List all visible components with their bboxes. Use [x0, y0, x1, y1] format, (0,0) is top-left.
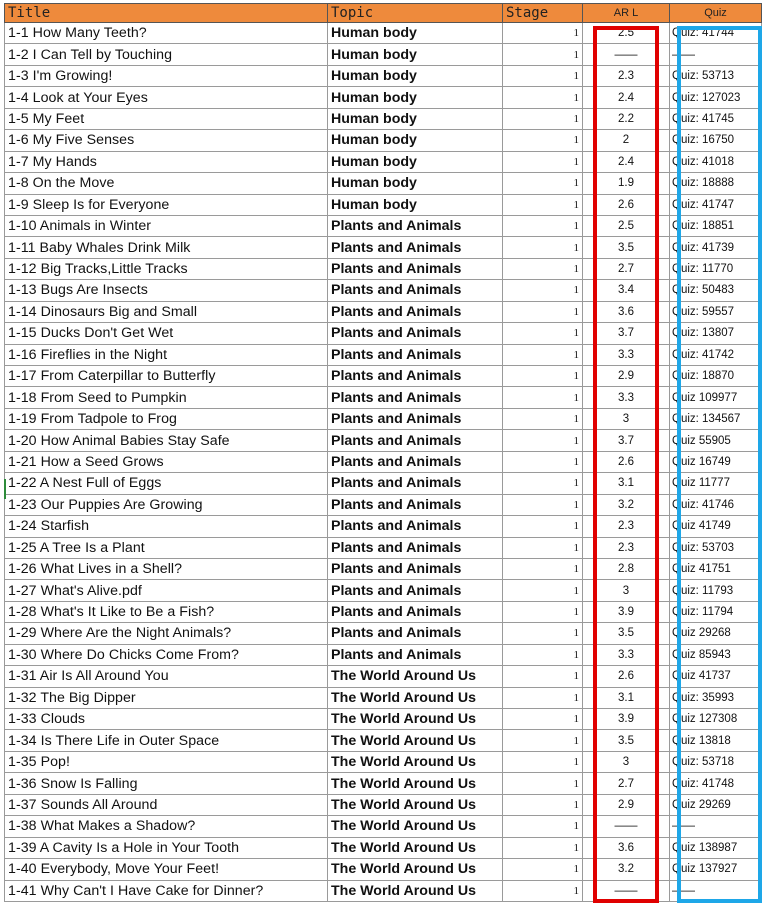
- cell-stage[interactable]: 1: [503, 580, 583, 601]
- cell-topic[interactable]: Human body: [328, 194, 503, 215]
- row-marker: [4, 479, 6, 499]
- cell-title[interactable]: 1-34 Is There Life in Outer Space: [5, 730, 328, 751]
- table-row: [5, 430, 762, 451]
- cell-ar-level[interactable]: 2.4: [583, 151, 670, 172]
- cell-stage[interactable]: 1: [503, 794, 583, 815]
- table-row: [5, 387, 762, 408]
- cell-topic[interactable]: Plants and Animals: [328, 558, 503, 579]
- cell-title[interactable]: 1-38 What Makes a Shadow?: [5, 816, 328, 837]
- cell-quiz[interactable]: Quiz: 53718: [670, 751, 762, 772]
- cell-topic[interactable]: The World Around Us: [328, 773, 503, 794]
- cell-topic[interactable]: The World Around Us: [328, 794, 503, 815]
- cell-quiz[interactable]: Quiz: 53703: [670, 537, 762, 558]
- cell-stage[interactable]: 1: [503, 494, 583, 515]
- table-row: [5, 666, 762, 687]
- cell-stage[interactable]: 1: [503, 473, 583, 494]
- cell-stage[interactable]: 1: [503, 23, 583, 44]
- cell-topic[interactable]: Human body: [328, 65, 503, 86]
- cell-topic[interactable]: Plants and Animals: [328, 344, 503, 365]
- cell-stage[interactable]: 1: [503, 451, 583, 472]
- cell-topic[interactable]: Plants and Animals: [328, 323, 503, 344]
- table-row: [5, 730, 762, 751]
- table-row: [5, 859, 762, 880]
- cell-ar-level[interactable]: 2.5: [583, 23, 670, 44]
- cell-quiz[interactable]: Quiz 11777: [670, 473, 762, 494]
- cell-quiz[interactable]: Quiz: 41747: [670, 194, 762, 215]
- cell-topic[interactable]: Plants and Animals: [328, 280, 503, 301]
- cell-ar-level[interactable]: 2.9: [583, 366, 670, 387]
- cell-ar-level[interactable]: 3.3: [583, 387, 670, 408]
- header-ar-level[interactable]: AR L: [583, 4, 670, 23]
- cell-ar-level[interactable]: 3.3: [583, 644, 670, 665]
- cell-ar-level[interactable]: 3.6: [583, 837, 670, 858]
- cell-ar-level[interactable]: 2.7: [583, 258, 670, 279]
- cell-quiz[interactable]: Quiz: 59557: [670, 301, 762, 322]
- cell-quiz[interactable]: Quiz: 41748: [670, 773, 762, 794]
- cell-quiz[interactable]: Quiz: 18888: [670, 173, 762, 194]
- table-row: [5, 601, 762, 622]
- cell-quiz[interactable]: Quiz: 41744: [670, 23, 762, 44]
- header-quiz[interactable]: Quiz: [670, 4, 762, 23]
- cell-title[interactable]: 1-33 Clouds: [5, 709, 328, 730]
- cell-ar-level[interactable]: 2.3: [583, 516, 670, 537]
- cell-topic[interactable]: Plants and Animals: [328, 537, 503, 558]
- table-row: [5, 130, 762, 151]
- cell-title[interactable]: 1-4 Look at Your Eyes: [5, 87, 328, 108]
- cell-ar-level[interactable]: 2.6: [583, 451, 670, 472]
- cell-ar-level[interactable]: 3.7: [583, 323, 670, 344]
- cell-ar-level[interactable]: 3.3: [583, 344, 670, 365]
- cell-ar-level[interactable]: 3.4: [583, 280, 670, 301]
- cell-topic[interactable]: Human body: [328, 87, 503, 108]
- cell-stage[interactable]: 1: [503, 301, 583, 322]
- table-row: [5, 23, 762, 44]
- cell-stage[interactable]: 1: [503, 280, 583, 301]
- cell-ar-level[interactable]: ——: [583, 816, 670, 837]
- cell-quiz[interactable]: Quiz 13818: [670, 730, 762, 751]
- cell-topic[interactable]: Plants and Animals: [328, 301, 503, 322]
- cell-stage[interactable]: 1: [503, 773, 583, 794]
- cell-ar-level[interactable]: ——: [583, 880, 670, 901]
- cell-quiz[interactable]: Quiz: 11770: [670, 258, 762, 279]
- cell-quiz[interactable]: Quiz: 41746: [670, 494, 762, 515]
- table-row: [5, 237, 762, 258]
- cell-stage[interactable]: 1: [503, 687, 583, 708]
- table-row: [5, 580, 762, 601]
- header-stage[interactable]: Stage: [503, 4, 583, 23]
- cell-stage[interactable]: 1: [503, 709, 583, 730]
- cell-ar-level[interactable]: 2.5: [583, 215, 670, 236]
- cell-stage[interactable]: 1: [503, 215, 583, 236]
- cell-topic[interactable]: Plants and Animals: [328, 215, 503, 236]
- cell-topic[interactable]: Plants and Animals: [328, 237, 503, 258]
- cell-stage[interactable]: 1: [503, 173, 583, 194]
- cell-quiz[interactable]: Quiz: 16750: [670, 130, 762, 151]
- cell-stage[interactable]: 1: [503, 816, 583, 837]
- cell-quiz[interactable]: ——: [670, 816, 762, 837]
- table-row: [5, 516, 762, 537]
- cell-quiz[interactable]: Quiz 137927: [670, 859, 762, 880]
- cell-topic[interactable]: The World Around Us: [328, 666, 503, 687]
- cell-ar-level[interactable]: 3.7: [583, 430, 670, 451]
- cell-quiz[interactable]: ——: [670, 44, 762, 65]
- table-row: [5, 44, 762, 65]
- book-list-table: [4, 3, 762, 902]
- table-row: [5, 773, 762, 794]
- cell-ar-level[interactable]: 3.6: [583, 301, 670, 322]
- cell-title[interactable]: 1-36 Snow Is Falling: [5, 773, 328, 794]
- cell-title[interactable]: 1-22 A Nest Full of Eggs: [5, 473, 328, 494]
- cell-ar-level[interactable]: 3: [583, 751, 670, 772]
- table-row: [5, 408, 762, 429]
- cell-ar-level[interactable]: 2.3: [583, 537, 670, 558]
- cell-title[interactable]: 1-20 How Animal Babies Stay Safe: [5, 430, 328, 451]
- cell-ar-level[interactable]: 2.4: [583, 87, 670, 108]
- cell-title[interactable]: 1-8 On the Move: [5, 173, 328, 194]
- cell-stage[interactable]: 1: [503, 44, 583, 65]
- cell-ar-level[interactable]: 3.5: [583, 623, 670, 644]
- cell-ar-level[interactable]: 3.1: [583, 473, 670, 494]
- cell-title[interactable]: 1-6 My Five Senses: [5, 130, 328, 151]
- cell-title[interactable]: 1-3 I'm Growing!: [5, 65, 328, 86]
- cell-ar-level[interactable]: 3.9: [583, 601, 670, 622]
- cell-stage[interactable]: 1: [503, 623, 583, 644]
- table-row: [5, 344, 762, 365]
- cell-stage[interactable]: 1: [503, 859, 583, 880]
- table-body: [5, 23, 762, 902]
- cell-title[interactable]: 1-24 Starfish: [5, 516, 328, 537]
- cell-quiz[interactable]: Quiz 29268: [670, 623, 762, 644]
- cell-topic[interactable]: The World Around Us: [328, 730, 503, 751]
- cell-stage[interactable]: 1: [503, 408, 583, 429]
- cell-title[interactable]: 1-28 What's It Like to Be a Fish?: [5, 601, 328, 622]
- cell-title[interactable]: 1-29 Where Are the Night Animals?: [5, 623, 328, 644]
- cell-ar-level[interactable]: 2.9: [583, 794, 670, 815]
- cell-title[interactable]: 1-27 What's Alive.pdf: [5, 580, 328, 601]
- cell-title[interactable]: 1-1 How Many Teeth?: [5, 23, 328, 44]
- cell-quiz[interactable]: Quiz 16749: [670, 451, 762, 472]
- cell-topic[interactable]: Plants and Animals: [328, 408, 503, 429]
- table-row: [5, 108, 762, 129]
- cell-stage[interactable]: 1: [503, 194, 583, 215]
- cell-quiz[interactable]: Quiz 41751: [670, 558, 762, 579]
- cell-title[interactable]: 1-40 Everybody, Move Your Feet!: [5, 859, 328, 880]
- cell-topic[interactable]: The World Around Us: [328, 751, 503, 772]
- cell-topic[interactable]: Human body: [328, 130, 503, 151]
- table-row: [5, 837, 762, 858]
- cell-topic[interactable]: The World Around Us: [328, 880, 503, 901]
- cell-quiz[interactable]: Quiz 109977: [670, 387, 762, 408]
- cell-topic[interactable]: The World Around Us: [328, 859, 503, 880]
- cell-stage[interactable]: 1: [503, 387, 583, 408]
- cell-ar-level[interactable]: 3.1: [583, 687, 670, 708]
- table-row: [5, 709, 762, 730]
- cell-stage[interactable]: 1: [503, 87, 583, 108]
- cell-quiz[interactable]: Quiz 127308: [670, 709, 762, 730]
- cell-stage[interactable]: 1: [503, 730, 583, 751]
- cell-topic[interactable]: Plants and Animals: [328, 473, 503, 494]
- cell-title[interactable]: 1-41 Why Can't I Have Cake for Dinner?: [5, 880, 328, 901]
- table-row: [5, 751, 762, 772]
- table-row: [5, 623, 762, 644]
- cell-stage[interactable]: 1: [503, 130, 583, 151]
- cell-quiz[interactable]: Quiz 55905: [670, 430, 762, 451]
- cell-quiz[interactable]: Quiz: 11794: [670, 601, 762, 622]
- cell-topic[interactable]: The World Around Us: [328, 816, 503, 837]
- cell-topic[interactable]: Plants and Animals: [328, 580, 503, 601]
- header-topic[interactable]: Topic: [328, 4, 503, 23]
- table-row: [5, 194, 762, 215]
- cell-quiz[interactable]: ——: [670, 880, 762, 901]
- table-row: [5, 173, 762, 194]
- cell-topic[interactable]: Plants and Animals: [328, 258, 503, 279]
- cell-title[interactable]: 1-32 The Big Dipper: [5, 687, 328, 708]
- cell-quiz[interactable]: Quiz: 127023: [670, 87, 762, 108]
- cell-topic[interactable]: Plants and Animals: [328, 451, 503, 472]
- cell-title[interactable]: 1-35 Pop!: [5, 751, 328, 772]
- cell-topic[interactable]: Plants and Animals: [328, 601, 503, 622]
- cell-ar-level[interactable]: 3.9: [583, 709, 670, 730]
- cell-ar-level[interactable]: 1.9: [583, 173, 670, 194]
- cell-stage[interactable]: 1: [503, 366, 583, 387]
- table-row: [5, 794, 762, 815]
- cell-quiz[interactable]: Quiz 41737: [670, 666, 762, 687]
- cell-quiz[interactable]: Quiz 85943: [670, 644, 762, 665]
- cell-topic[interactable]: Plants and Animals: [328, 516, 503, 537]
- cell-stage[interactable]: 1: [503, 751, 583, 772]
- table-row: [5, 323, 762, 344]
- cell-title[interactable]: 1-37 Sounds All Around: [5, 794, 328, 815]
- table-row: [5, 280, 762, 301]
- cell-ar-level[interactable]: 3.2: [583, 859, 670, 880]
- cell-ar-level[interactable]: 3.5: [583, 237, 670, 258]
- cell-stage[interactable]: 1: [503, 558, 583, 579]
- cell-quiz[interactable]: Quiz: 18870: [670, 366, 762, 387]
- cell-stage[interactable]: 1: [503, 108, 583, 129]
- table-row: [5, 816, 762, 837]
- cell-ar-level[interactable]: 2.3: [583, 65, 670, 86]
- cell-stage[interactable]: 1: [503, 237, 583, 258]
- cell-ar-level[interactable]: 2.6: [583, 194, 670, 215]
- table-row: [5, 215, 762, 236]
- cell-title[interactable]: 1-16 Fireflies in the Night: [5, 344, 328, 365]
- table-row: [5, 558, 762, 579]
- cell-stage[interactable]: 1: [503, 666, 583, 687]
- cell-title[interactable]: 1-21 How a Seed Grows: [5, 451, 328, 472]
- cell-quiz[interactable]: Quiz 41749: [670, 516, 762, 537]
- cell-ar-level[interactable]: 2.7: [583, 773, 670, 794]
- cell-topic[interactable]: The World Around Us: [328, 709, 503, 730]
- cell-stage[interactable]: 1: [503, 258, 583, 279]
- table-row: [5, 537, 762, 558]
- cell-quiz[interactable]: Quiz: 41742: [670, 344, 762, 365]
- cell-topic[interactable]: Human body: [328, 108, 503, 129]
- cell-ar-level[interactable]: 2.2: [583, 108, 670, 129]
- cell-title[interactable]: 1-31 Air Is All Around You: [5, 666, 328, 687]
- table-row: [5, 151, 762, 172]
- table-row: [5, 473, 762, 494]
- cell-quiz[interactable]: Quiz: 41018: [670, 151, 762, 172]
- cell-topic[interactable]: Human body: [328, 173, 503, 194]
- cell-title[interactable]: 1-10 Animals in Winter: [5, 215, 328, 236]
- cell-title[interactable]: 1-19 From Tadpole to Frog: [5, 408, 328, 429]
- cell-ar-level[interactable]: ——: [583, 44, 670, 65]
- cell-quiz[interactable]: Quiz: 134567: [670, 408, 762, 429]
- cell-quiz[interactable]: Quiz: 11793: [670, 580, 762, 601]
- cell-title[interactable]: 1-14 Dinosaurs Big and Small: [5, 301, 328, 322]
- cell-ar-level[interactable]: 3: [583, 408, 670, 429]
- header-row: [5, 4, 762, 23]
- cell-title[interactable]: 1-12 Big Tracks,Little Tracks: [5, 258, 328, 279]
- cell-stage[interactable]: 1: [503, 323, 583, 344]
- table-row: [5, 687, 762, 708]
- table-row: [5, 301, 762, 322]
- cell-title[interactable]: 1-5 My Feet: [5, 108, 328, 129]
- cell-topic[interactable]: The World Around Us: [328, 687, 503, 708]
- cell-quiz[interactable]: Quiz: 53713: [670, 65, 762, 86]
- table-row: [5, 87, 762, 108]
- table-row: [5, 451, 762, 472]
- cell-ar-level[interactable]: 3.2: [583, 494, 670, 515]
- cell-topic[interactable]: Plants and Animals: [328, 430, 503, 451]
- cell-topic[interactable]: Plants and Animals: [328, 366, 503, 387]
- cell-stage[interactable]: 1: [503, 837, 583, 858]
- cell-quiz[interactable]: Quiz 29269: [670, 794, 762, 815]
- cell-ar-level[interactable]: 2: [583, 130, 670, 151]
- cell-ar-level[interactable]: 2.6: [583, 666, 670, 687]
- table-row: [5, 258, 762, 279]
- cell-stage[interactable]: 1: [503, 151, 583, 172]
- cell-topic[interactable]: Human body: [328, 151, 503, 172]
- cell-stage[interactable]: 1: [503, 601, 583, 622]
- cell-stage[interactable]: 1: [503, 516, 583, 537]
- cell-quiz[interactable]: Quiz: 50483: [670, 280, 762, 301]
- cell-stage[interactable]: 1: [503, 537, 583, 558]
- cell-topic[interactable]: Plants and Animals: [328, 644, 503, 665]
- cell-title[interactable]: 1-23 Our Puppies Are Growing: [5, 494, 328, 515]
- table-row: [5, 65, 762, 86]
- cell-ar-level[interactable]: 3: [583, 580, 670, 601]
- cell-quiz[interactable]: Quiz: 41745: [670, 108, 762, 129]
- cell-title[interactable]: 1-11 Baby Whales Drink Milk: [5, 237, 328, 258]
- cell-quiz[interactable]: Quiz: 18851: [670, 215, 762, 236]
- cell-topic[interactable]: The World Around Us: [328, 837, 503, 858]
- cell-title[interactable]: 1-9 Sleep Is for Everyone: [5, 194, 328, 215]
- cell-topic[interactable]: Plants and Animals: [328, 494, 503, 515]
- table-row: [5, 366, 762, 387]
- cell-topic[interactable]: Plants and Animals: [328, 623, 503, 644]
- cell-quiz[interactable]: Quiz: 41739: [670, 237, 762, 258]
- cell-topic[interactable]: Human body: [328, 44, 503, 65]
- cell-title[interactable]: 1-2 I Can Tell by Touching: [5, 44, 328, 65]
- cell-title[interactable]: 1-7 My Hands: [5, 151, 328, 172]
- cell-stage[interactable]: 1: [503, 644, 583, 665]
- table-row: [5, 880, 762, 901]
- cell-title[interactable]: 1-17 From Caterpillar to Butterfly: [5, 366, 328, 387]
- cell-title[interactable]: 1-39 A Cavity Is a Hole in Your Tooth: [5, 837, 328, 858]
- cell-stage[interactable]: 1: [503, 430, 583, 451]
- header-title[interactable]: Title: [5, 4, 328, 23]
- cell-quiz[interactable]: Quiz: 35993: [670, 687, 762, 708]
- cell-title[interactable]: 1-18 From Seed to Pumpkin: [5, 387, 328, 408]
- cell-ar-level[interactable]: 2.8: [583, 558, 670, 579]
- cell-topic[interactable]: Plants and Animals: [328, 387, 503, 408]
- cell-quiz[interactable]: Quiz: 13807: [670, 323, 762, 344]
- cell-title[interactable]: 1-26 What Lives in a Shell?: [5, 558, 328, 579]
- cell-topic[interactable]: Human body: [328, 23, 503, 44]
- table-row: [5, 644, 762, 665]
- table-row: [5, 494, 762, 515]
- cell-stage[interactable]: 1: [503, 880, 583, 901]
- cell-quiz[interactable]: Quiz 138987: [670, 837, 762, 858]
- cell-title[interactable]: 1-30 Where Do Chicks Come From?: [5, 644, 328, 665]
- cell-title[interactable]: 1-15 Ducks Don't Get Wet: [5, 323, 328, 344]
- cell-ar-level[interactable]: 3.5: [583, 730, 670, 751]
- cell-title[interactable]: 1-25 A Tree Is a Plant: [5, 537, 328, 558]
- cell-stage[interactable]: 1: [503, 344, 583, 365]
- cell-stage[interactable]: 1: [503, 65, 583, 86]
- cell-title[interactable]: 1-13 Bugs Are Insects: [5, 280, 328, 301]
